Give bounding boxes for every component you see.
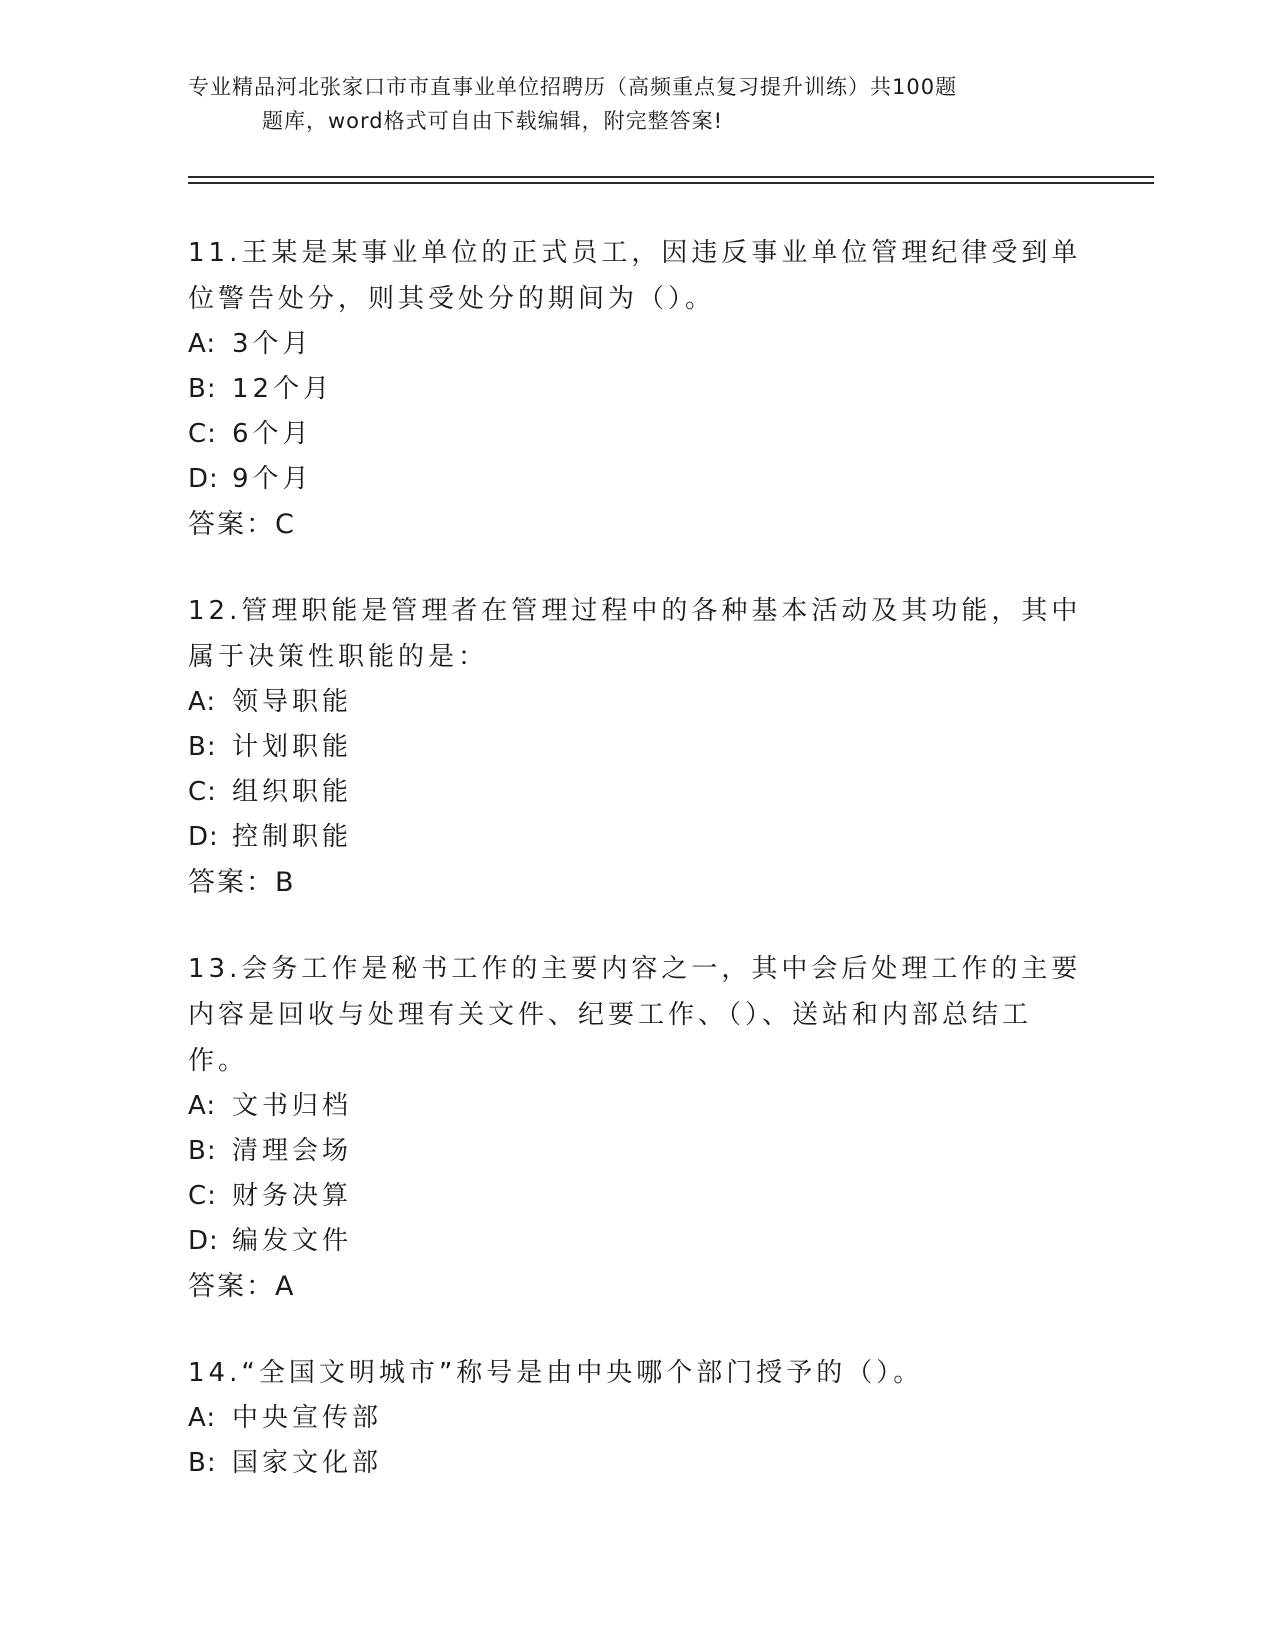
option-text: 计划职能: [232, 732, 353, 762]
option-c: [188, 1174, 1088, 1219]
option-b: [188, 367, 1088, 412]
option-letter: C:: [188, 419, 217, 449]
question-stem: 13.会务工作是秘书工作的主要内容之一，其中会后处理工作的主要内容是回收与处理有关文件、纪要工作、（）、送站和内部总结工作。: [188, 954, 1082, 1076]
option-d: [188, 457, 1088, 502]
option-text: 9个月: [232, 464, 313, 494]
option-letter: B:: [188, 1136, 217, 1166]
option-text: 清理会场: [232, 1136, 353, 1166]
option-d: [188, 1219, 1088, 1264]
option-letter: A:: [188, 687, 217, 717]
option-b: [188, 1129, 1088, 1174]
option-letter: A:: [188, 1091, 217, 1121]
option-text: 控制职能: [232, 822, 353, 852]
header-title-line1: 专业精品河北张家口市市直事业单位招聘历（高频重点复习提升训练）共100题: [188, 75, 958, 99]
option-a: [188, 680, 1088, 725]
header-divider-bottom: [188, 182, 1154, 184]
option-letter: C:: [188, 777, 217, 807]
option-c: [188, 770, 1088, 815]
option-text: 文书归档: [232, 1091, 353, 1121]
option-a: [188, 322, 1088, 367]
header-divider-top: [188, 176, 1154, 178]
option-text: 12个月: [232, 374, 334, 404]
option-a: [188, 1084, 1088, 1129]
document-header: [188, 70, 1088, 138]
option-c: [188, 412, 1088, 457]
option-d: [188, 815, 1088, 860]
option-text: 编发文件: [232, 1226, 353, 1256]
answer-line: 答案：A: [188, 1271, 296, 1302]
option-text: 6个月: [232, 419, 313, 449]
option-letter: B:: [188, 374, 217, 404]
answer-line: 答案：C: [188, 509, 296, 540]
option-letter: D:: [188, 822, 219, 852]
option-text: 国家文化部: [232, 1448, 383, 1478]
question-stem: 14.“全国文明城市”称号是由中央哪个部门授予的（）。: [188, 1358, 924, 1388]
question-stem: 11.王某是某事业单位的正式员工，因违反事业单位管理纪律受到单位警告处分，则其受处分的期间为（）。: [188, 238, 1082, 314]
question-list: [188, 230, 1088, 1526]
question-12: [188, 588, 1088, 906]
option-text: 3个月: [232, 329, 313, 359]
option-letter: D:: [188, 464, 219, 494]
option-letter: B:: [188, 1448, 217, 1478]
question-stem: 12.管理职能是管理者在管理过程中的各种基本活动及其功能，其中属于决策性职能的是：: [188, 596, 1082, 672]
option-letter: D:: [188, 1226, 219, 1256]
question-14: [188, 1350, 1088, 1486]
question-11: [188, 230, 1088, 548]
option-text: 财务决算: [232, 1181, 353, 1211]
header-title-line2: 题库，word格式可自由下载编辑，附完整答案!: [262, 109, 724, 133]
option-a: [188, 1396, 1088, 1441]
option-text: 领导职能: [232, 687, 353, 717]
option-text: 中央宣传部: [232, 1403, 383, 1433]
option-letter: A:: [188, 329, 217, 359]
option-b: [188, 1441, 1088, 1486]
option-letter: B:: [188, 732, 217, 762]
option-text: 组织职能: [232, 777, 353, 807]
question-13: [188, 946, 1088, 1310]
option-letter: A:: [188, 1403, 217, 1433]
option-b: [188, 725, 1088, 770]
option-letter: C:: [188, 1181, 217, 1211]
answer-line: 答案：B: [188, 867, 296, 898]
